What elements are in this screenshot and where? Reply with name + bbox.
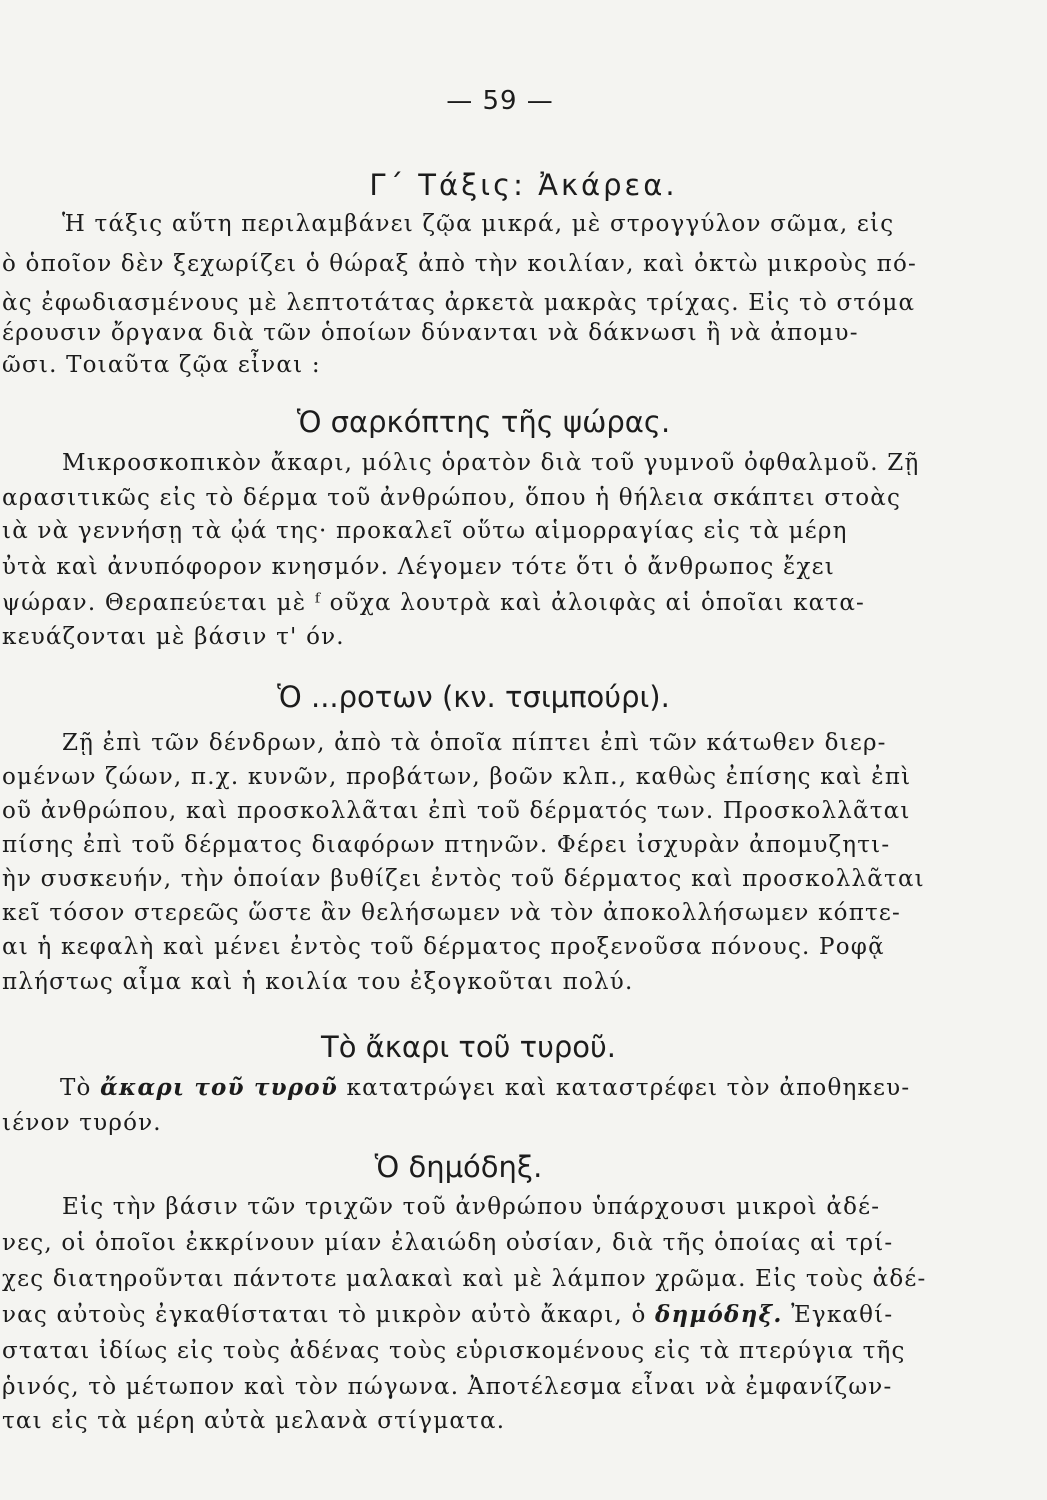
paragraph-line: έρουσιν ὄργανα διὰ τῶν ὁποίων δύνανται νὰ δάκνωσι ἢ νὰ ἀπομυ-	[2, 320, 859, 346]
line-text: κατατρώγει καὶ καταστρέφει τὸν ἀποθηκευ-	[346, 1075, 911, 1101]
paragraph-line: Ἡ τάξις αὕτη περιλαμβάνει ζῷα μικρά, μὲ στρογγύλον σῶμα, εἰς	[62, 211, 895, 237]
paragraph-line: οῦ ἀνθρώπου, καὶ προσκολλᾶται ἐπὶ τοῦ δέρματός των. Προσκολλᾶται	[2, 798, 911, 824]
paragraph-line: αρασιτικῶς εἰς τὸ δέρμα τοῦ ἀνθρώπου, ὅπου ἡ θήλεια σκάπτει στοὰς	[2, 485, 902, 511]
paragraph-line: ὸ ὁποῖον δὲν ξεχωρίζει ὁ θώραξ ἀπὸ τὴν κοιλίαν, καὶ ὀκτὼ μικροὺς πό-	[2, 251, 917, 277]
section-heading-sarcoptes: Ὁ σαρκόπτης τῆς ψώρας.	[296, 405, 671, 439]
paragraph-line: Μικροσκοπικὸν ἄκαρι, μόλις ὁρατὸν διὰ τοῦ γυμνοῦ ὀφθαλμοῦ. Ζῇ	[62, 450, 920, 476]
paragraph-line: κευάζονται μὲ βάσιν τ' όν.	[2, 624, 345, 650]
paragraph-line: κεῖ τόσον στερεῶς ὥστε ἂν θελήσωμεν νὰ τὸν ἀποκολλήσωμεν κόπτε-	[2, 900, 902, 926]
paragraph-line: αι ἡ κεφαλὴ καὶ μένει ἐντὸς τοῦ δέρματος προξενοῦσα πόνους. Ροφᾷ	[2, 934, 885, 960]
paragraph-line: ὴν συσκευήν, τὴν ὁποίαν βυθίζει ἐντὸς τοῦ δέρματος καὶ προσκολλᾶται	[2, 866, 925, 892]
paragraph-line: σταται ἰδίως εἰς τοὺς ἀδένας τοὺς εὑρισκομένους εἰς τὰ πτερύγια τῆς	[2, 1338, 906, 1364]
paragraph-line: πλήστως αἷμα καὶ ἡ κοιλία του ἐξογκοῦται πολύ.	[2, 969, 634, 995]
line-text: Τὸ	[60, 1075, 92, 1101]
paragraph-line: ται εἰς τὰ μέρη αὐτὰ μελανὰ στίγματα.	[2, 1408, 506, 1434]
section-heading-tick: Ὁ ...ροτων (κν. τσιμπούρι).	[277, 680, 670, 714]
paragraph-line: ῶσι. Τοιαῦτα ζῷα εἶναι :	[2, 352, 321, 378]
paragraph-line: Εἰς τὴν βάσιν τῶν τριχῶν τοῦ ἀνθρώπου ὑπάρχουσι μικροὶ ἀδέ-	[62, 1194, 881, 1220]
paragraph-line: ψώραν. Θεραπεύεται μὲ ᶠ οῦχα λουτρὰ καὶ ἀλοιφὰς αἱ ὁποῖαι κατα-	[2, 590, 866, 616]
paragraph-line: χες διατηροῦνται πάντοτε μαλακαὶ καὶ μὲ λάμπον χρῶμα. Εἰς τοὺς ἀδέ-	[2, 1266, 927, 1292]
section-heading-cheese-mite: Τὸ ἄκαρι τοῦ τυροῦ.	[320, 1030, 617, 1064]
paragraph-line: πίσης ἐπὶ τοῦ δέρματος διαφόρων πτηνῶν. Φέρει ἰσχυρὰν ἀπομυζητι-	[2, 832, 891, 858]
page-number: — 59 —	[446, 86, 554, 116]
paragraph-line	[60, 1073, 910, 1103]
paragraph-line: ιὰ νὰ γεννήσῃ τὰ ᾠά της· προκαλεῖ οὕτω αἱμορραγίας εἰς τὰ μέρη	[2, 518, 848, 544]
paragraph-line: ὐτὰ καὶ ἀνυπόφορον κνησμόν. Λέγομεν τότε ὅτι ὁ ἄνθρωπος ἔχει	[2, 554, 835, 580]
paragraph-line: νες, οἱ ὁποῖοι ἐκκρίνουν μίαν ἐλαιώδη οὐσίαν, διὰ τῆς ὁποίας αἱ τρί-	[2, 1230, 894, 1256]
section-heading-demodex: Ὁ δημόδηξ.	[374, 1150, 543, 1184]
bold-term: ἄκαρι τοῦ τυροῦ	[100, 1074, 338, 1101]
paragraph-line: ιένον τυρόν.	[2, 1110, 162, 1136]
bold-term: δημόδηξ.	[655, 1301, 783, 1328]
line-text: νας αὐτοὺς ἐγκαθίσταται τὸ μικρὸν αὐτὸ ἄκαρι, ὁ	[2, 1302, 647, 1328]
paragraph-line: Ζῇ ἐπὶ τῶν δένδρων, ἀπὸ τὰ ὁποῖα πίπτει ἐπὶ τῶν κάτωθεν διερ-	[62, 730, 887, 756]
class-heading: Γ΄ Τάξις: Ἀκάρεα.	[369, 168, 678, 202]
line-text: Ἐγκαθί-	[791, 1302, 894, 1328]
paragraph-line: ὰς ἐφωδιασμένους μὲ λεπτοτάτας ἀρκετὰ μακρὰς τρίχας. Εἰς τὸ στόμα	[2, 290, 916, 316]
paragraph-line	[2, 1300, 893, 1330]
paragraph-line: ῥινός, τὸ μέτωπον καὶ τὸν πώγωνα. Ἀποτέλεσμα εἶναι νὰ ἐμφανίζων-	[2, 1374, 893, 1400]
paragraph-line: ομένων ζώων, π.χ. κυνῶν, προβάτων, βοῶν κλπ., καθὼς ἐπίσης καὶ ἐπὶ	[2, 764, 912, 790]
